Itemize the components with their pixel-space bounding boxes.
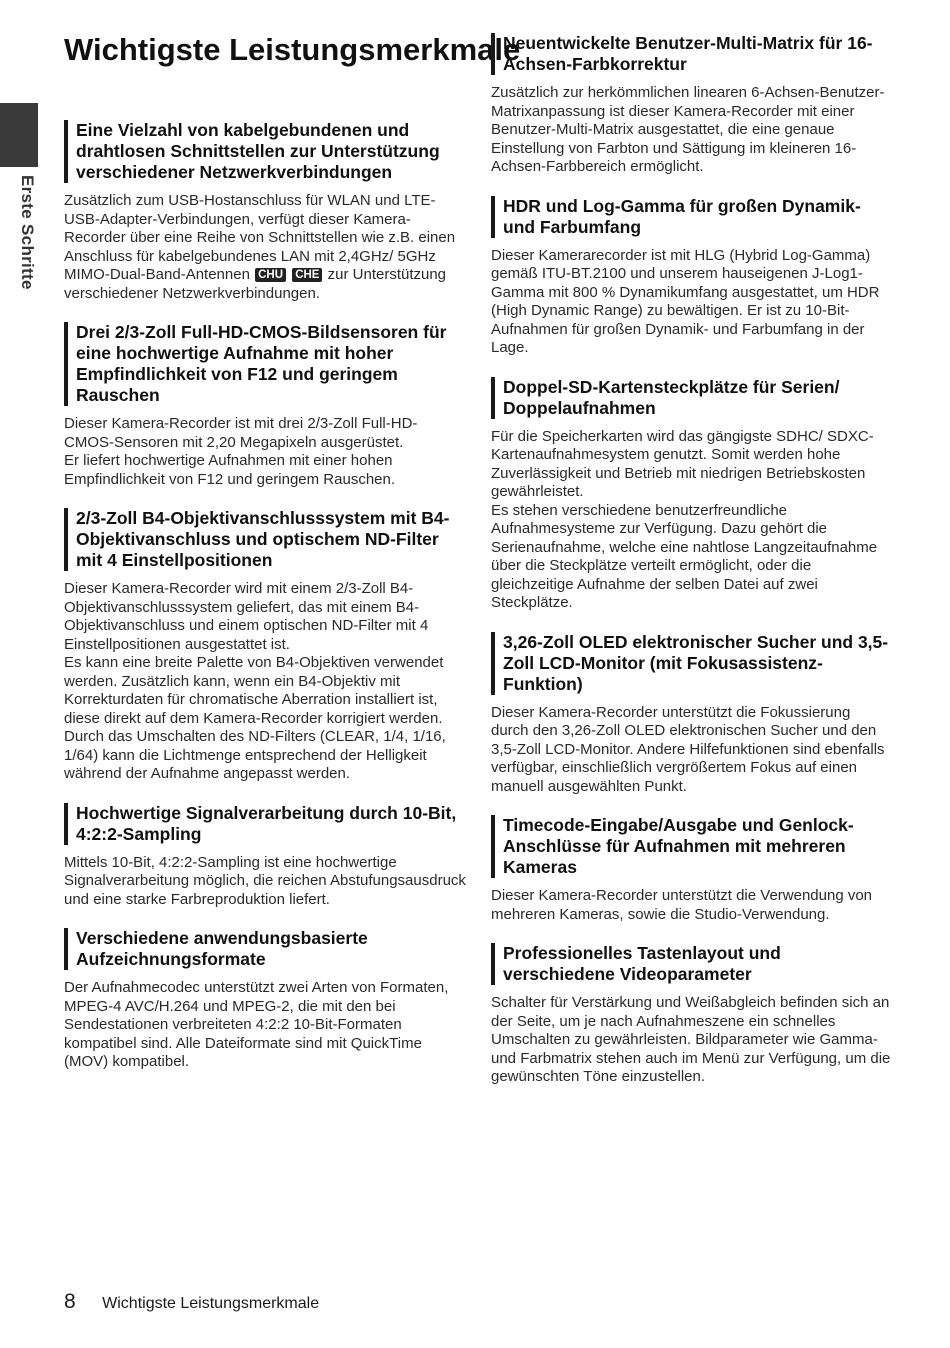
- section-heading: Eine Vielzahl von kabelgebundenen und drahtlosen Schnittstellen zur Unterstützung verschiedener Netzwerkverbindungen: [64, 120, 466, 183]
- section-dual-sd-slots: [491, 377, 891, 613]
- section-body-text: zur Unterstützung verschiedener Netzwerkverbindungen.: [64, 266, 447, 302]
- section-cmos-sensors: [64, 322, 466, 489]
- section-body: Dieser Kamera-Recorder wird mit einem 2/3-Zoll B4-Objektivanschlusssystem geliefert, das mit einem B4-Objektivanschluss und einem optischen ND-Filter mit 4 Einstellpositionen ausgestattet ist. Es kann eine breite Palette von B4-Objektiven verwendet werden. Zusätzlich kann, wenn ein B4-Objektiv mit Korrekturdaten für chromatische Aberration installiert ist, diese direkt auf dem Kamera-Recorder korrigiert werden. Durch das Umschalten des ND-Filters (CLEAR, 1/4, 1/16, 1/64) kann die Lichtmenge entsprechend der Helligkeit während der Aufnahme angepasst werden.: [64, 580, 446, 782]
- section-viewfinder-monitor: [491, 632, 891, 797]
- chapter-tab-label: Erste Schritte: [18, 175, 37, 290]
- chapter-tab-marker: [0, 103, 38, 167]
- section-body: Für die Speicherkarten wird das gängigste SDHC/ SDXC-Kartenaufnahmesystem genutzt. Somit werden hohe Zuverlässigkeit und Betrieb mit niedrigen Betriebskosten gewährleistet. Es stehen verschiedene benutzerfreundliche Aufnahmesysteme zur Verfügung. Dazu gehört die Serienaufnahme, welche eine nahtlose Langzeitaufnahme über die Steckplätze verteilt ermöglicht, oder die gleichzeitige Aufnahme der selben Datei auf zwei Steckplätze.: [491, 427, 878, 611]
- section-signal-processing: [64, 803, 466, 910]
- section-body: Schalter für Verstärkung und Weißabgleich befinden sich an der Seite, um je nach Aufnahmeszene ein schnelles Umschalten zu gewährleisten. Bildparameter wie Gamma- und Farbmatrix stehen auch im Menü zur Verfügung, um die gewünschten Töne einzustellen.: [491, 994, 891, 1085]
- left-column: [64, 120, 466, 1091]
- section-button-layout: [491, 943, 891, 1087]
- section-heading: Drei 2/3-Zoll Full-HD-CMOS-Bildsensoren für eine hochwertige Aufnahme mit hoher Empfindlichkeit von F12 und geringem Rauschen: [64, 322, 466, 406]
- region-badge-che: CHE: [292, 268, 322, 282]
- section-recording-formats: [64, 928, 466, 1072]
- section-network-interfaces: [64, 120, 466, 303]
- page-footer: [64, 1290, 319, 1314]
- footer-title: Wichtigste Leistungsmerkmale: [102, 1295, 320, 1312]
- region-badge-chu: CHU: [255, 268, 286, 282]
- section-body: Der Aufnahmecodec unterstützt zwei Arten von Formaten, MPEG-4 AVC/H.264 und MPEG-2, die mit den bei Sendestationen verbreiteten 4:2:2 10-Bit-Formaten kompatibel sind. Alle Dateiformate sind mit QuickTime (MOV) kompatibel.: [64, 979, 449, 1070]
- section-heading: 2/3-Zoll B4-Objektivanschlusssystem mit B4-Objektivanschluss und optischem ND-Filter mit 4 Einstellpositionen: [64, 508, 466, 571]
- section-heading: Verschiedene anwendungsbasierte Aufzeichnungsformate: [64, 928, 466, 970]
- section-heading: 3,26-Zoll OLED elektronischer Sucher und 3,5-Zoll LCD-Monitor (mit Fokusassistenz-Funktion): [491, 632, 891, 695]
- section-heading: HDR und Log-Gamma für großen Dynamik- und Farbumfang: [491, 196, 891, 238]
- section-body: Mittels 10-Bit, 4:2:2-Sampling ist eine hochwertige Signalverarbeitung möglich, die reichen Abstufungsausdruck und eine starke Farbreproduktion liefert.: [64, 853, 466, 908]
- section-heading: Hochwertige Signalverarbeitung durch 10-Bit, 4:2:2-Sampling: [64, 803, 466, 845]
- page-title: Wichtigste Leistungsmerkmale: [64, 32, 521, 67]
- section-heading: Doppel-SD-Kartensteckplätze für Serien/ Doppelaufnahmen: [491, 377, 891, 419]
- section-body: Dieser Kamera-Recorder unterstützt die Verwendung von mehreren Kameras, sowie die Studio-Verwendung.: [491, 887, 873, 923]
- section-heading: Professionelles Tastenlayout und verschiedene Videoparameter: [491, 943, 891, 985]
- section-hdr-log-gamma: [491, 196, 891, 358]
- section-body: Dieser Kamera-Recorder ist mit drei 2/3-Zoll Full-HD-CMOS-Sensoren mit 2,20 Megapixeln ausgerüstet. Er liefert hochwertige Aufnahmen mit einer hohen Empfindlichkeit von F12 und geringem Rauschen.: [64, 415, 418, 488]
- section-b4-lens-mount: [64, 508, 466, 784]
- section-timecode-genlock: [491, 815, 891, 924]
- right-column: [491, 33, 891, 1106]
- section-heading: Timecode-Eingabe/Ausgabe und Genlock-Anschlüsse für Aufnahmen mit mehreren Kameras: [491, 815, 891, 878]
- section-heading: Neuentwickelte Benutzer-Multi-Matrix für 16-Achsen-Farbkorrektur: [491, 33, 891, 75]
- section-body: [64, 192, 466, 303]
- section-body: Dieser Kamerarecorder ist mit HLG (Hybrid Log-Gamma) gemäß ITU-BT.2100 und unserem hauseigenen J-Log1-Gamma mit 800 % Dynamikumfang ausgestattet, um HDR (High Dynamic Range) zu bewältigen. Er ist zu 10-Bit-Aufnahmen für großen Dynamik- und Farbumfang in der Lage.: [491, 246, 880, 356]
- section-multi-matrix: [491, 33, 891, 177]
- page-number: 8: [64, 1290, 76, 1313]
- section-body: Zusätzlich zur herkömmlichen linearen 6-Achsen-Benutzer-Matrixanpassung ist dieser Kamera-Recorder mit einer Benutzer-Multi-Matrix ausgestattet, die eine genaue Einstellung von Farbton und Sättigung im kleineren 16-Achsen-Farbbereich ermöglicht.: [491, 84, 885, 175]
- section-body: Dieser Kamera-Recorder unterstützt die Fokussierung durch den 3,26-Zoll OLED elektronischen Sucher und den 3,5-Zoll LCD-Monitor. Andere Hilfefunktionen sind ebenfalls verfügbar, einschließlich vergrößertem Fokus auf einen manuell ausgewählten Punkt.: [491, 703, 885, 795]
- section-body-text: Zusätzlich zum USB-Hostanschluss für WLAN und LTE-USB-Adapter-Verbindungen, verfügt dieser Kamera-Recorder über eine Reihe von Schnittstellen wie z.B. einen Anschluss für kabelgebundenes LAN mit 2,4GHz/ 5GHz MIMO-Dual-Band-Antennen: [64, 192, 456, 283]
